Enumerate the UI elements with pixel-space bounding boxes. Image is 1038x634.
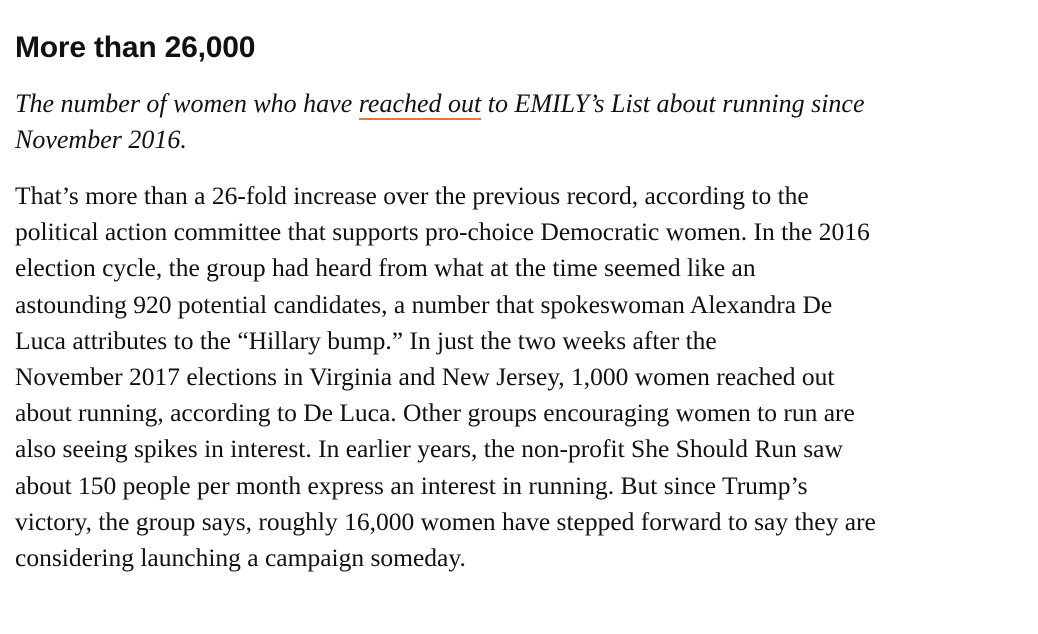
body-line: also seeing spikes in interest. In earlier years, the non-profit She Should Run saw [15,434,843,464]
body-line: about 150 people per month express an interest in running. But since Trump’s [15,470,808,500]
body-line: November 2017 elections in Virginia and New Jersey, 1,000 women reached out [15,362,835,392]
dek-paragraph [15,86,1025,158]
dek-text-before-link: The number of women who have [15,89,359,118]
body-line: astounding 920 potential candidates, a number that spokeswoman Alexandra De [15,289,833,319]
dek-text-line2: November 2016. [15,125,187,154]
dek-text-after-link: to EMILY’s List about running since [481,89,865,118]
reached-out-link[interactable]: reached out [358,89,482,118]
article [15,28,1025,576]
body-line: victory, the group says, roughly 16,000 women have stepped forward to say they are [15,506,876,536]
body-line: about running, according to De Luca. Other groups encouraging women to run are [15,398,855,428]
body-line: considering launching a campaign someday. [15,543,466,573]
body-paragraph [15,178,1025,576]
body-line: Luca attributes to the “Hillary bump.” In just the two weeks after the [15,325,717,355]
body-line: That’s more than a 26-fold increase over the previous record, according to the [15,181,809,210]
body-line: political action committee that supports pro-choice Democratic women. In the 2016 [15,217,870,247]
body-line: election cycle, the group had heard from what at the time seemed like an [15,253,756,283]
headline: More than 26,000 [15,31,256,64]
